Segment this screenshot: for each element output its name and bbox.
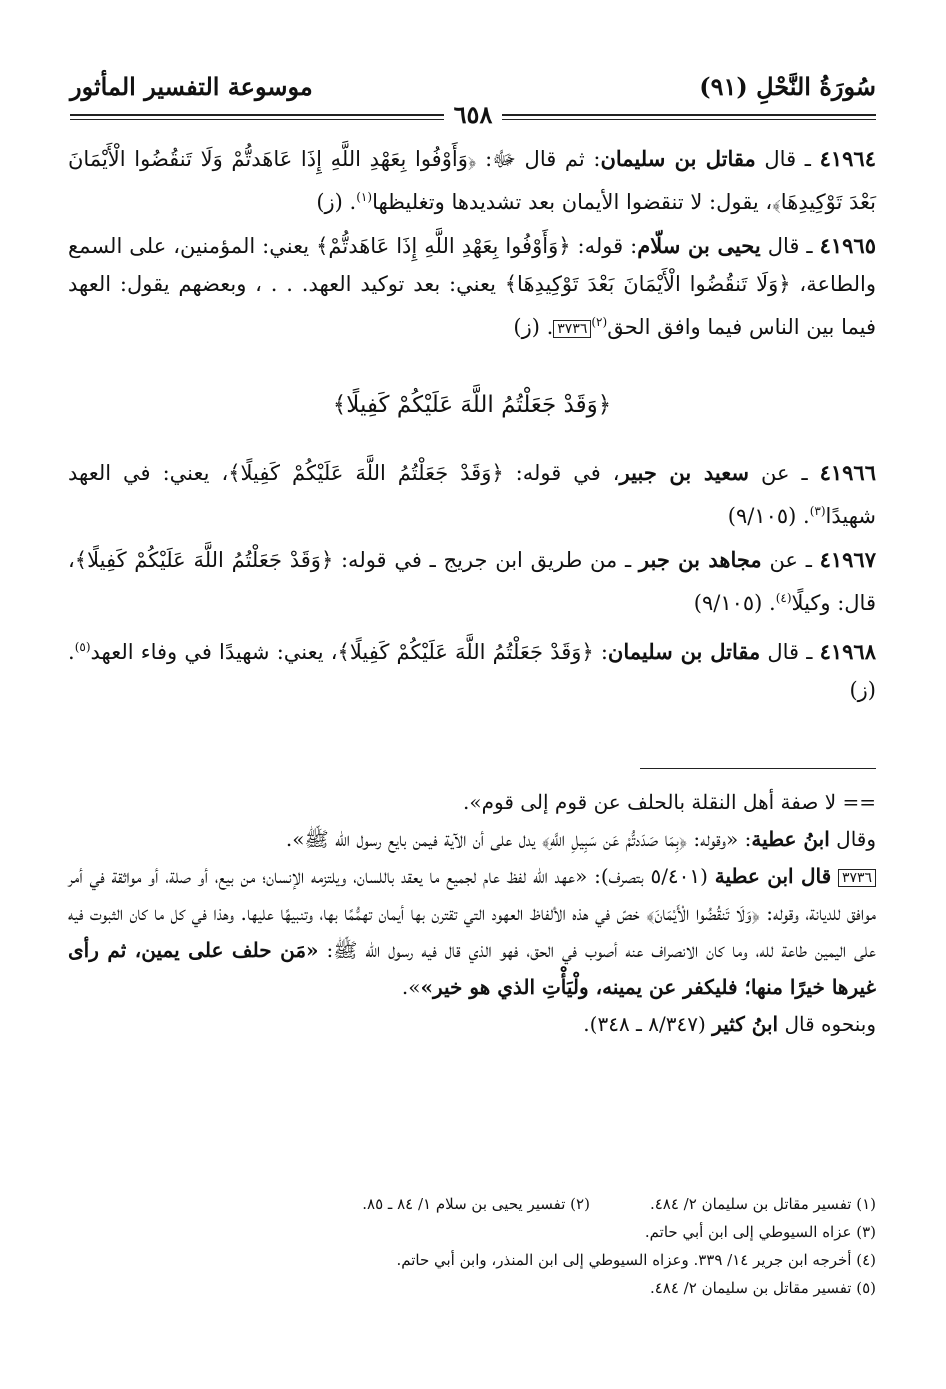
note-ibn-kathir — [68, 1006, 876, 1043]
footnote-ref: (٥) — [74, 640, 91, 654]
note-text: (٨/٣٤٧ ـ ٣٤٨). — [583, 1012, 706, 1036]
footnote-2: (٢) تفسير يحيى بن سلام ١/ ٨٤ ـ ٨٥. — [362, 1195, 590, 1213]
note-continuation: == لا صفة أهل النقلة بالحلف عن قوم إلى قوم». — [463, 790, 876, 814]
page-number-wrap — [70, 100, 876, 129]
note-box-number: ٣٧٣٦ — [838, 869, 876, 887]
entry-text: : ﴿وَقَدْ جَعَلْتُمُ اللَّهَ عَلَيْكُمْ كَفِيلًا﴾، يعني: شهيدًا في وفاء العهد — [90, 640, 608, 664]
page-header — [70, 72, 876, 129]
note-ibn-atiyah-2 — [68, 858, 876, 1006]
entry-number: ٤١٩٦٥ — [819, 233, 876, 258]
entry-tail: . (ز) — [68, 640, 876, 702]
commentary-notes — [68, 784, 876, 1043]
entry-tail: . (٩/١٠٥) — [727, 504, 810, 528]
narrator-name: مجاهد بن جبر — [638, 547, 762, 572]
footnote-ref: (٤) — [775, 591, 792, 605]
footnote-row — [68, 1190, 876, 1218]
entry-number: ٤١٩٦٨ — [819, 639, 876, 664]
main-content — [68, 140, 876, 715]
entry-tail: . (ز) — [316, 190, 357, 214]
entry-41967 — [68, 541, 876, 622]
footnote-1: (١) تفسير مقاتل بن سليمان ٢/ ٤٨٤. — [649, 1195, 876, 1213]
entry-prefix: ـ عن — [760, 461, 808, 485]
footnote-5: (٥) تفسير مقاتل بن سليمان ٢/ ٤٨٤. — [649, 1279, 876, 1297]
entry-prefix: ـ قال — [767, 640, 813, 664]
entry-number: ٤١٩٦٧ — [819, 547, 876, 572]
hadith-text: «مَن حلف على يمين، ثم رأى غيرها خيرًا منها؛ فليكفر عن يمينه، ولْيَأْتِ الذي هو خير» — [68, 938, 876, 999]
narrator-name: مقاتل بن سليمان — [600, 146, 756, 171]
entry-number: ٤١٩٦٤ — [819, 146, 876, 171]
entry-text: : ثم قال ﷻ: ﴿وَأَوْفُوا بِعَهْدِ اللَّهِ إِذَا عَاهَدتُّمْ وَلَا تَنقُضُوا الْأَيْمَانَ بَعْدَ تَوْكِيدِهَا﴾، يقول: لا تنقضوا الأيمان بعد تشديدها وتغليظها — [68, 147, 876, 214]
note-ibn-atiyah-1 — [68, 821, 876, 858]
page-number: ٦٥٨ — [444, 100, 503, 129]
narrator-name: سعيد بن جبير — [619, 460, 749, 485]
footnote-3: (٣) عزاه السيوطي إلى ابن أبي حاتم. — [644, 1223, 876, 1241]
scholar-name: قال ابن عطية — [714, 864, 832, 888]
note-text: : «وقوله: ﴿بِمَا صَدَدتُّمْ عَن سَبِيلِ اللَّهِ﴾ يدل على أن الآية فيمن بايع رسول الله ﷺ». — [285, 827, 752, 851]
scholar-name: ابنُ عطية — [751, 827, 830, 851]
footnotes — [68, 1190, 876, 1302]
footnote-4: (٤) أخرجه ابن جرير ١٤/ ٣٣٩. وعزاه السيوطي إلى ابن المنذر، وابن أبي حاتم. — [396, 1251, 876, 1269]
entry-prefix: ـ قال — [767, 234, 813, 258]
entry-text: ، في قوله: ﴿وَقَدْ جَعَلْتُمُ اللَّهَ عَلَيْكُمْ كَفِيلًا﴾، يعني: في العهد شهيدًا — [68, 461, 876, 528]
narrator-name: يحيى بن سلّام — [637, 233, 761, 258]
entry-41966 — [68, 454, 876, 535]
entry-text: : قوله: ﴿وَأَوْفُوا بِعَهْدِ اللَّهِ إِذَا عَاهَدتُّمْ﴾ يعني: المؤمنين، على السمع والطاعة، ﴿وَلَا تَنقُضُوا الْأَيْمَانَ بَعْدَ تَوْكِيدِهَا﴾ يعني: بعد توكيد العهد. . . ، وبعضهم يقول: العهد فيما بين الناس فيما وافق الحق — [68, 234, 876, 339]
entry-tail: . (ز) — [513, 315, 554, 339]
footnote-ref: (١) — [356, 190, 373, 204]
narrator-name: مقاتل بن سليمان — [607, 639, 761, 664]
entry-number: ٤١٩٦٦ — [819, 460, 876, 485]
footnote-ref: (٣) — [809, 504, 826, 518]
book-title: موسوعة التفسير المأثور — [70, 72, 313, 101]
note-text: (٥/٤٠١ بتصرف): «عهد الله لفظ عام لجميع ما يعقد باللسان، ويلتزمه الإنسان؛ من بيع، أو صلة، أو مواثقة في أمر موافق للديانة، وقوله: ﴿وَلَا تَنقُضُوا الْأَيْمَانَ﴾ خصّ في هذه الألفاظ العهود التي تقترن بها أيمان تهمُّمًا بها، وتنبيهًا عليها. وهذا في كل ما كان الثبوت فيه على اليمين طاعة لله، وما كان الانصراف عنه أصوب في الحق، فهو الذي قال فيه رسول الله ﷺ: — [68, 864, 876, 962]
note-box-number: ٣٧٣٦ — [553, 320, 591, 338]
entry-41968 — [68, 628, 876, 709]
note-lead: وبنحوه قال — [784, 1012, 876, 1036]
notes-separator — [640, 768, 876, 769]
entry-41964 — [68, 140, 876, 221]
entry-prefix: ـ قال — [764, 147, 811, 171]
surah-title: سُورَةُ النَّحْلِ (٩١) — [699, 72, 876, 101]
entry-tail: . (٩/١٠٥) — [693, 591, 776, 615]
entry-41965 — [68, 227, 876, 346]
entry-prefix: ـ عن — [769, 548, 812, 572]
entry-text: ـ من طريق ابن جريج ـ في قوله: ﴿وَقَدْ جَعَلْتُمُ اللَّهَ عَلَيْكُمْ كَفِيلًا﴾، قال: وكيلًا — [68, 548, 876, 615]
note-end: ». — [401, 975, 421, 999]
footnote-ref: (٢) — [591, 315, 608, 329]
scholar-name: ابنُ كثير — [712, 1012, 779, 1036]
ayah-heading: ﴿وَقَدْ جَعَلْتُمُ اللَّهَ عَلَيْكُمْ كَفِيلًا﴾ — [332, 392, 612, 418]
note-lead: وقال — [836, 827, 876, 851]
